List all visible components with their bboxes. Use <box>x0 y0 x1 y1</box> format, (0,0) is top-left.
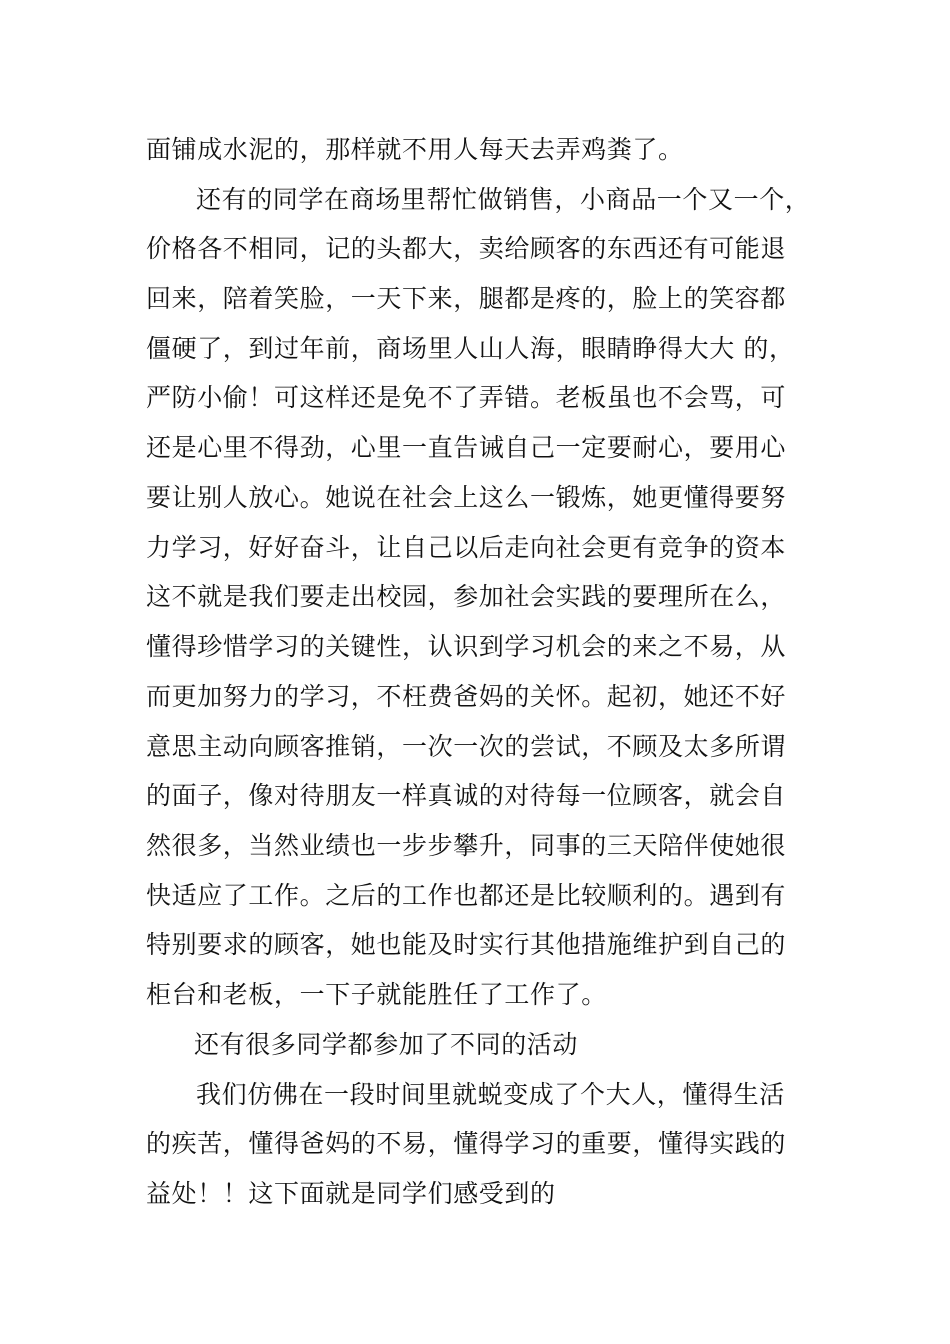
text-line: 快适应了工作。之后的工作也都还是比较顺利的。遇到有 <box>146 881 787 910</box>
text-line: 要让别人放心。她说在社会上这么一锻炼，她更懂得要努 <box>146 483 787 512</box>
text-line: 力学习，好好奋斗，让自己以后走向社会更有竞争的资本 <box>146 533 787 562</box>
text-line: 还是心里不得劲，心里一直告诫自己一定要耐心，要用心 <box>146 433 787 462</box>
text-line: 柜台和老板，一下子就能胜任了工作了。 <box>146 980 607 1009</box>
text-line: 价格各不相同，记的头都大，卖给顾客的东西还有可能退 <box>146 234 787 263</box>
text-line: 而更加努力的学习，不枉费爸妈的关怀。起初，她还不好 <box>146 682 787 711</box>
text-line: 然很多，当然业绩也一步步攀升，同事的三天陪伴使她很 <box>146 831 787 860</box>
text-line: 的面子，像对待朋友一样真诚的对待每一位顾客，就会自 <box>146 781 787 810</box>
paragraph-start-line: 我们仿佛在一段时间里就蜕变成了个大人，懂得生活 <box>196 1080 785 1109</box>
text-line: 益处！！这下面就是同学们感受到的 <box>146 1179 556 1208</box>
text-line: 面铺成水泥的，那样就不用人每天去弄鸡粪了。 <box>146 135 684 164</box>
paragraph-start-line: 还有很多同学都参加了不同的活动 <box>194 1030 579 1059</box>
text-line: 回来，陪着笑脸，一天下来，腿都是疼的，脸上的笑容都 <box>146 284 787 313</box>
text-line: 僵硬了，到过年前，商场里人山人海，眼睛睁得大大 的， <box>146 334 795 363</box>
paragraph-start-line: 还有的同学在商场里帮忙做销售，小商品一个又一个， <box>196 185 811 214</box>
text-line: 的疾苦，懂得爸妈的不易，懂得学习的重要，懂得实践的 <box>146 1129 787 1158</box>
text-line: 懂得珍惜学习的关键性，认识到学习机会的来之不易，从 <box>146 632 787 661</box>
text-line: 意思主动向顾客推销，一次一次的尝试，不顾及太多所谓 <box>146 732 787 761</box>
text-line: 特别要求的顾客，她也能及时实行其他措施维护到自己的 <box>146 930 787 959</box>
text-line: 严防小偷！可这样还是免不了弄错。老板虽也不会骂，可 <box>146 383 787 412</box>
text-line: 这不就是我们要走出校园，参加社会实践的要理所在么， <box>146 582 787 611</box>
